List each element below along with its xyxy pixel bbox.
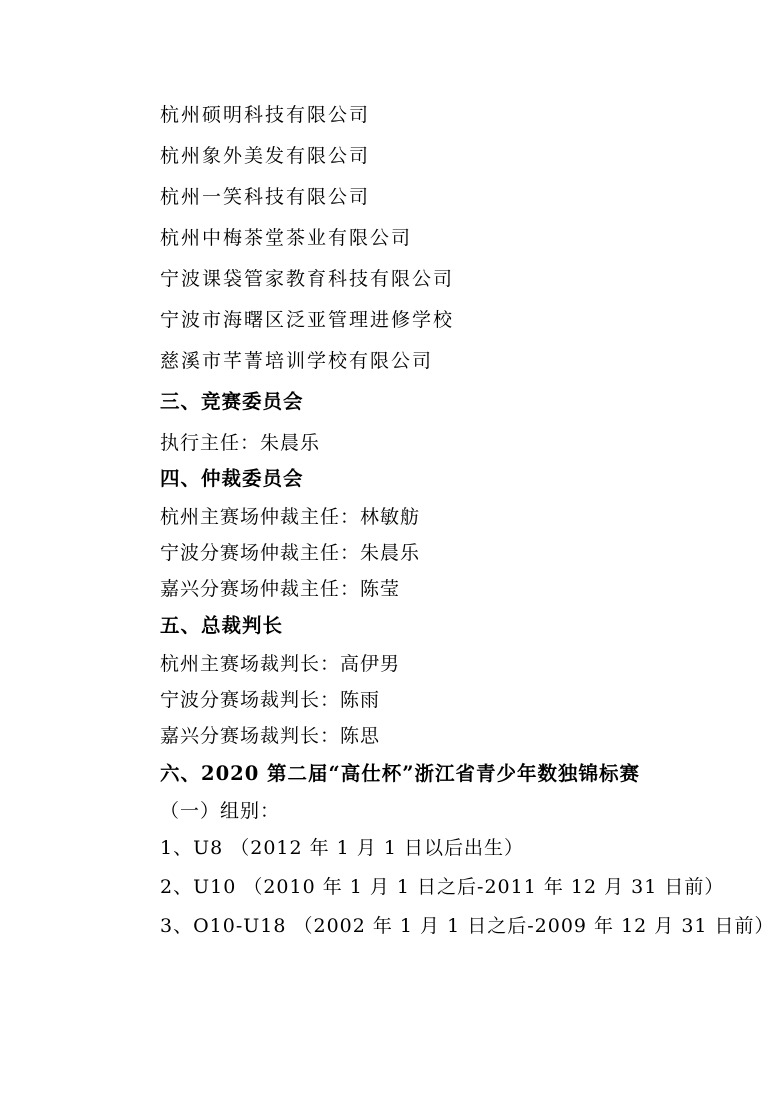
company-line: 杭州一笑科技有限公司 [160,186,371,208]
section-heading: 五、总裁判长 [160,614,284,637]
arbitration-line: 杭州主赛场仲裁主任：林敏舫 [160,506,421,528]
referee-line: 嘉兴分赛场裁判长：陈思 [160,725,381,747]
company-line: 杭州中梅茶堂茶业有限公司 [160,227,413,249]
group-line: 2、U10 （2010 年 1 月 1 日之后-2011 年 12 月 31 日前） [160,876,725,898]
section-heading: 三、竞赛委员会 [160,390,304,413]
company-line: 宁波市海曙区泛亚管理进修学校 [160,309,455,331]
arbitration-line: 嘉兴分赛场仲裁主任：陈莹 [160,578,401,600]
company-line: 慈溪市芊菁培训学校有限公司 [160,350,434,372]
committee-line: 执行主任：朱晨乐 [160,432,321,454]
company-line: 杭州硕明科技有限公司 [160,104,371,126]
company-line: 宁波课袋管家教育科技有限公司 [160,268,455,290]
group-line: 3、O10-U18 （2002 年 1 月 1 日之后-2009 年 12 月 31 日前） [160,915,775,937]
arbitration-line: 宁波分赛场仲裁主任：朱晨乐 [160,542,421,564]
referee-line: 宁波分赛场裁判长：陈雨 [160,689,381,711]
company-line: 杭州象外美发有限公司 [160,145,371,167]
referee-line: 杭州主赛场裁判长：高伊男 [160,653,401,675]
section-heading: 四、仲裁委员会 [160,467,304,490]
section-heading: 六、2020 第二届“高仕杯”浙江省青少年数独锦标赛 [160,762,640,785]
group-subheading: （一）组别： [160,800,281,822]
group-line: 1、U8 （2012 年 1 月 1 日以后出生） [160,837,524,859]
